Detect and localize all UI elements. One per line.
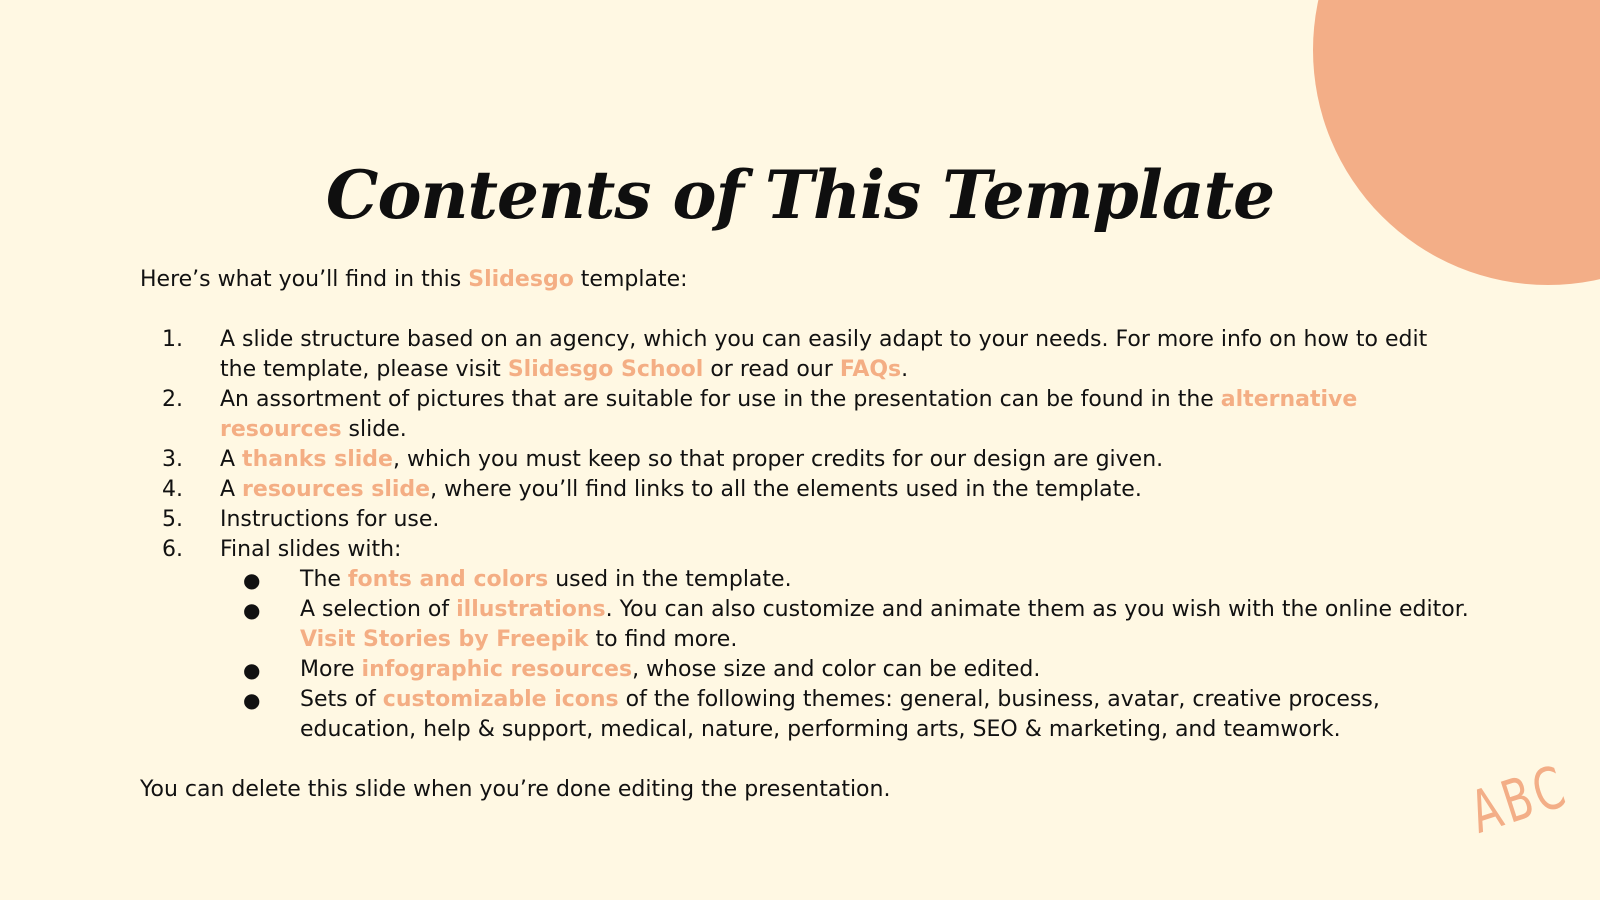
fonts-and-colors-link[interactable]: fonts and colors (347, 567, 549, 592)
list-number: 4. (162, 477, 183, 502)
decorative-circle (1313, 0, 1600, 285)
sub-item-4: ● Sets of customizable icons of the following themes: general, business, avatar, creative process, education, help & support, medical, nature, performing arts, SEO & marketing, and teamwork. (220, 685, 1470, 745)
stories-by-freepik-link[interactable]: Visit Stories by Freepik (300, 627, 589, 652)
resources-slide-link[interactable]: resources slide (242, 477, 431, 502)
faqs-link[interactable]: FAQs (839, 357, 902, 382)
abc-decoration: ABC (1462, 751, 1577, 847)
list-item-2: 2. An assortment of pictures that are suitable for use in the presentation can be found in the alternative resources slide. (140, 385, 1470, 445)
illustrations-link[interactable]: illustrations (456, 597, 606, 622)
intro-paragraph: Here’s what you’ll find in this Slidesgo template: (140, 267, 688, 292)
sub-item-2: ● A selection of illustrations. You can also customize and animate them as you wish with the online editor. Visit Stories by Freepik to find more. (220, 595, 1470, 655)
list-number: 3. (162, 447, 183, 472)
thanks-slide-link[interactable]: thanks slide (242, 447, 393, 472)
page-title: Contents of This Template (325, 156, 1275, 234)
customizable-icons-link[interactable]: customizable icons (382, 687, 619, 712)
list-item-3: 3. A thanks slide, which you must keep so that proper credits for our design are given. (140, 445, 1470, 475)
bullet-icon: ● (243, 658, 261, 682)
slidesgo-link[interactable]: Slidesgo (468, 267, 574, 292)
content-body (140, 265, 1470, 805)
list-number: 2. (162, 387, 183, 412)
slidesgo-school-link[interactable]: Slidesgo School (507, 357, 704, 382)
bullet-icon: ● (243, 568, 261, 592)
list-item-5: 5. Instructions for use. (140, 505, 1470, 535)
bullet-icon: ● (243, 598, 261, 622)
list-item-1: 1. A slide structure based on an agency, which you can easily adapt to your needs. For more info on how to edit the template, please visit Slidesgo School or read our FAQs. (140, 325, 1470, 385)
list-item-4: 4. A resources slide, where you’ll find links to all the elements used in the template. (140, 475, 1470, 505)
list-item-6: 6. Final slides with: (140, 535, 1470, 565)
list-number: 6. (162, 537, 183, 562)
sub-item-3: ● More infographic resources, whose size and color can be edited. (220, 655, 1470, 685)
alternative-resources-link[interactable]: alternative resources (220, 387, 1358, 442)
sub-item-1: ● The fonts and colors used in the template. (220, 565, 1470, 595)
list-number: 1. (162, 327, 183, 352)
outro-paragraph: You can delete this slide when you’re done editing the presentation. (140, 777, 891, 802)
list-number: 5. (162, 507, 183, 532)
infographic-resources-link[interactable]: infographic resources (361, 657, 633, 682)
bullet-icon: ● (243, 688, 261, 712)
